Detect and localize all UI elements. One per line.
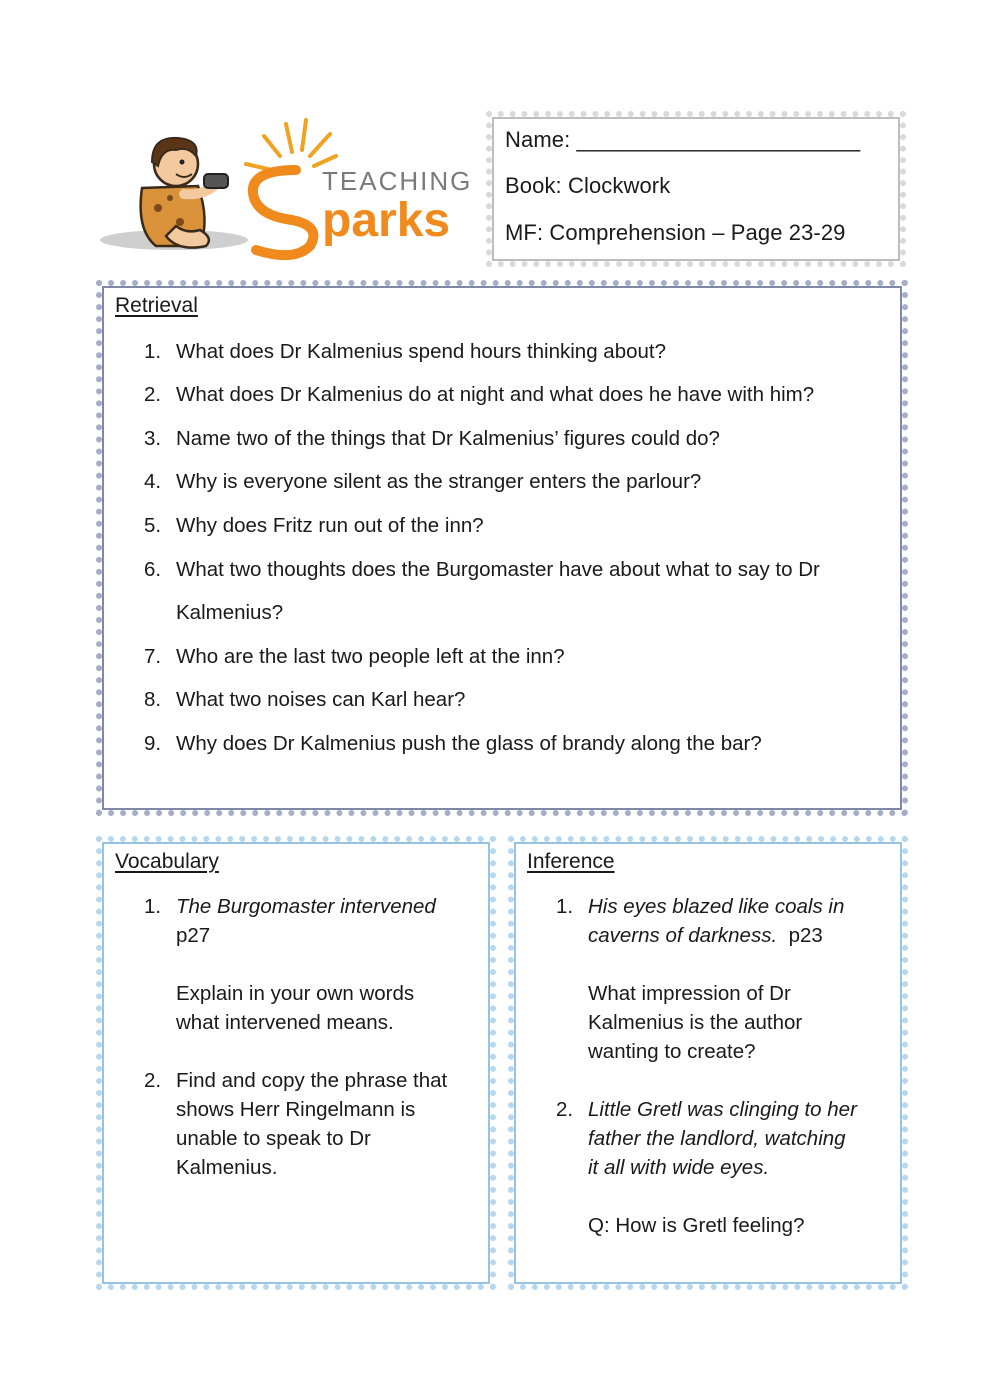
retrieval-question: 5. Why does Fritz run out of the inn? <box>144 514 484 537</box>
mf-subtitle: MF: Comprehension – Page 23-29 <box>505 220 846 245</box>
vocabulary-task-line: what intervened means. <box>176 1011 394 1034</box>
vocabulary-section <box>96 836 496 1290</box>
retrieval-question-continuation: Kalmenius? <box>176 601 284 624</box>
logo-text-teaching: TEACHING <box>322 166 472 196</box>
inference-heading: Inference <box>527 850 615 873</box>
inference-question-1: 1. His eyes blazed like coals in caverns of darkness. p23 What impression of Dr Kalmenius is the author wanting to create? <box>588 892 844 1066</box>
vocabulary-heading: Vocabulary <box>115 850 219 873</box>
book-title: Book: Clockwork <box>505 173 671 198</box>
retrieval-question: 4. Why is everyone silent as the stranger enters the parlour? <box>144 470 702 493</box>
retrieval-question: 6. What two thoughts does the Burgomaster have about what to say to Dr <box>144 558 820 581</box>
inference-section <box>508 836 908 1290</box>
retrieval-question: 7. Who are the last two people left at the inn? <box>144 645 565 668</box>
retrieval-question: 9. Why does Dr Kalmenius push the glass of brandy along the bar? <box>144 732 762 755</box>
retrieval-section <box>96 280 908 816</box>
inference-quote: His eyes blazed like coals in <box>588 895 845 918</box>
vocabulary-question-2: 2. Find and copy the phrase that shows Herr Ringelmann is unable to speak to Dr Kalmenius. <box>144 1069 448 1179</box>
inference-quote: caverns of darkness. <box>588 924 778 947</box>
inference-page-ref: p23 <box>788 924 823 947</box>
teaching-sparks-logo <box>96 112 472 264</box>
retrieval-question: 8. What two noises can Karl hear? <box>144 688 466 711</box>
retrieval-question: 2. What does Dr Kalmenius do at night and what does he have with him? <box>144 383 815 406</box>
header-info-box <box>486 111 906 267</box>
inference-task: Q: How is Gretl feeling? <box>588 1214 805 1237</box>
vocabulary-quote: The Burgomaster intervened <box>176 895 436 918</box>
retrieval-question: 1. What does Dr Kalmenius spend hours thinking about? <box>144 340 667 363</box>
logo-text-sparks: parks <box>322 194 451 247</box>
retrieval-question: 3. Name two of the things that Dr Kalmenius’ figures could do? <box>144 427 720 450</box>
vocabulary-task-line: Explain in your own words <box>176 982 415 1005</box>
inference-question-2: 2. Little Gretl was clinging to her father the landlord, watching it all with wide eyes. Q: How is Gretl feeling? <box>588 1095 857 1240</box>
retrieval-heading: Retrieval <box>115 294 198 317</box>
vocabulary-page-ref: p27 <box>176 924 211 947</box>
vocabulary-question-1: 1. The Burgomaster intervened p27 Explain in your own words what intervened means. <box>176 892 436 1037</box>
name-field-label: Name: _______________________ <box>505 127 861 152</box>
